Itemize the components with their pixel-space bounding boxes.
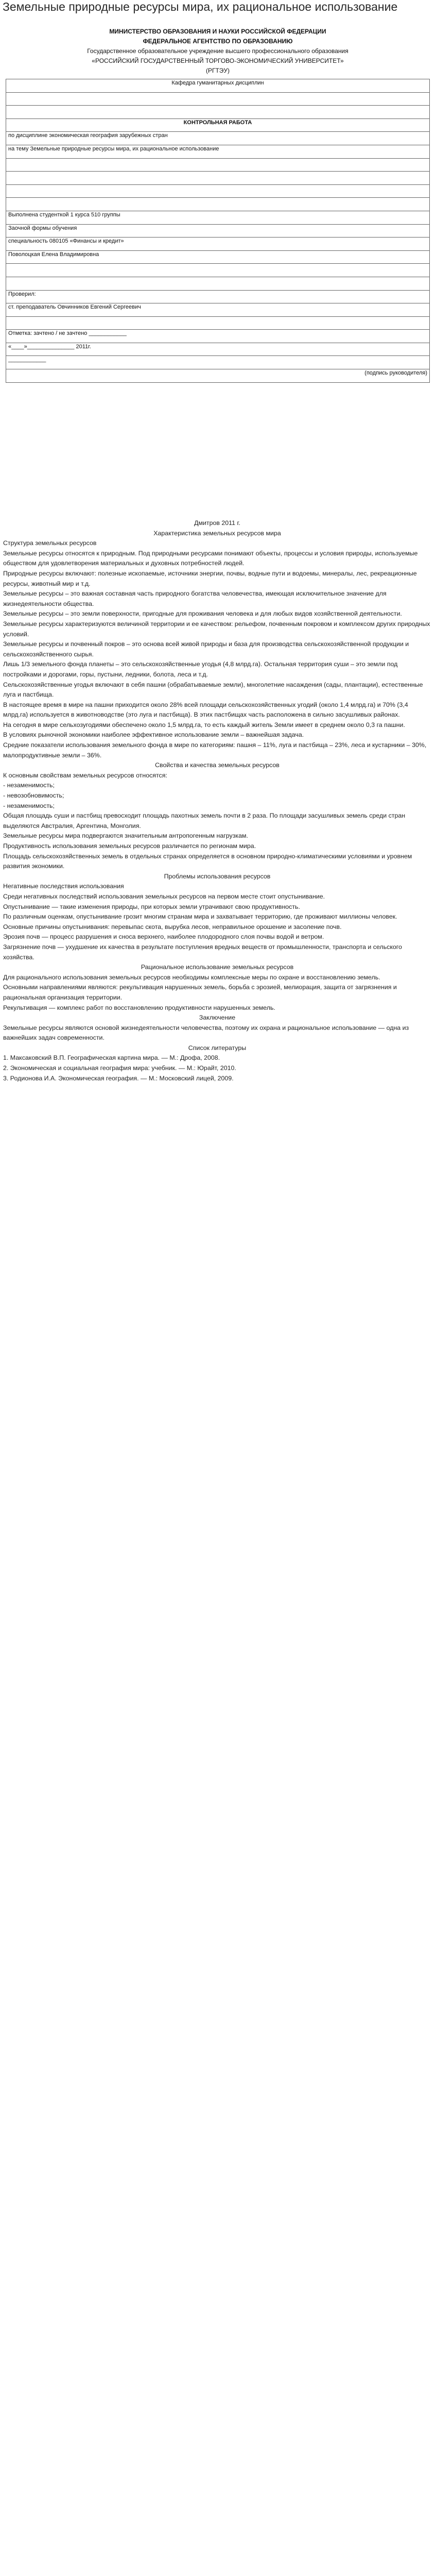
paragraph: Земельные ресурсы относятся к природным. Под природными ресурсами понимают объекты, процессы и условия природы, используемые обществом для удовлетворения материальных и духовных потребностей людей. (3, 549, 418, 567)
paragraph: Земельные ресурсы – это важная составная часть природного богатства человечества, имеющая исключительное значение для жизнедеятельности общества. (3, 590, 387, 607)
document-title: Земельные природные ресурсы мира, их рациональное использование (3, 0, 398, 13)
cover-table (6, 79, 430, 383)
paragraph: Продуктивность использования земельных ресурсов различается по регионам мира. (3, 842, 256, 850)
agency-line: ФЕДЕРАЛЬНОЕ АГЕНТСТВО ПО ОБРАЗОВАНИЮ (143, 38, 293, 45)
paragraph: Природные ресурсы включают: полезные ископаемые, источники энергии, почвы, водные пути и водоемы, минералы, лес, рекреационные ресурсы, животный мир и т.д. (3, 569, 417, 587)
paragraph: По различным оценкам, опустынивание грозит многим странам мира и захватывает территорию, где проживают миллионы человек. (3, 913, 397, 921)
university-abbr: (РГТЭУ) (205, 67, 230, 74)
paragraph: В условиях рыночной экономики наиболее эффективное использование земли – важнейшая задача. (3, 731, 304, 739)
paragraph: Лишь 1/3 земельного фонда планеты – это сельскохозяйственные угодья (4,8 млрд.га). Остальная территория суши – это земли под постройками и дорогами, горы, пустыни, ледники, болота, леса и т.д. (3, 660, 398, 678)
sign-line: ____________ (6, 356, 430, 369)
section-heading: Рациональное использование земельных ресурсов (141, 963, 294, 971)
paragraph: Среди негативных последствий использования земельных ресурсов на первом месте стоит опустынивание. (3, 892, 325, 900)
section-heading: Характеристика земельных ресурсов мира (153, 529, 281, 537)
title-page (2, 27, 434, 520)
paragraph: Негативные последствия использования (3, 883, 124, 890)
review-date: «____»_______________ 2011г. (6, 343, 430, 356)
student-info: Выполнена студенткой 1 курса 510 группы (6, 211, 430, 224)
paragraph: В настоящее время в мире на пашни приходится около 28% всей площади сельскохозяйственных угодий (около 1,4 млрд.га) и 70% (3,4 млрд.га) используется в животноводстве (это луга и пастбища). В этих пастбищах часть расположена в сильно засушливых районах. (3, 701, 408, 719)
paragraph: Рекультивация — комплекс работ по восстановлению продуктивности нарушенных земель. (3, 1004, 275, 1011)
discipline: по дисциплине экономическая география зарубежных стран (6, 132, 430, 145)
paragraph: 3. Родионова И.А. Экономическая география. — М.: Московский лицей, 2009. (3, 1074, 234, 1082)
department: Кафедра гуманитарных дисциплин (6, 79, 430, 93)
section-heading: Проблемы использования ресурсов (164, 872, 271, 880)
paragraph: 1. Максаковский В.П. Географическая картина мира. — М.: Дрофа, 2008. (3, 1054, 220, 1062)
work-type: КОНТРОЛЬНАЯ РАБОТА (6, 118, 430, 132)
paragraph: Сельскохозяйственные угодья включают в себя пашни (обрабатываемые земли), многолетние насаждения (сады, плантации), естественные луга и пастбища. (3, 681, 423, 699)
paragraph: Структура земельных ресурсов (3, 539, 97, 547)
checked-label: Проверил: (6, 290, 430, 303)
paragraph: Загрязнение почв — ухудшение их качества в результате поступления вредных веществ от промышленности, транспорта и сельского хозяйства. (3, 943, 402, 961)
section-heading: Заключение (199, 1014, 236, 1022)
university-line: «РОССИЙСКИЙ ГОСУДАРСТВЕННЫЙ ТОРГОВО-ЭКОНОМИЧЕСКИЙ УНИВЕРСИТЕТ» (92, 57, 344, 64)
paragraph: - незаменимость; (3, 802, 55, 809)
paragraph: Опустынивание — такие изменения природы, при которых земли утрачивают свою продуктивность. (3, 903, 300, 910)
paragraph: Эрозия почв — процесс разрушения и сноса верхнего, наиболее плодородного слоя почвы водой и ветром. (3, 933, 324, 941)
document-body (3, 518, 431, 2576)
paragraph: Средние показатели использования земельного фонда в мире по категориям: пашня – 11%, луга и пастбища – 23%, леса и кустарники – 30%, малопродуктивные земли – 36%. (3, 741, 427, 759)
paragraph: Земельные ресурсы являются основой жизнедеятельности человечества, поэтому их охрана и рациональное использование — одна из важнейших задач современности. (3, 1024, 409, 1042)
paragraph: 2. Экономическая и социальная география мира: учебник. — М.: Юрайт, 2010. (3, 1064, 236, 1072)
paragraph: - невозобновимость; (3, 792, 64, 800)
teacher-name: ст. преподаватель Овчинников Евгений Сергеевич (6, 303, 430, 317)
paragraph: На сегодня в мире сельхозугодиями обеспечено около 1,5 млрд.га, то есть каждый житель Земли имеет в среднем около 0,3 га пашни. (3, 721, 405, 728)
section-heading: Дмитров 2011 г. (194, 519, 240, 527)
paragraph: Земельные ресурсы и почвенный покров – это основа всей живой природы и база для производства сельскохозяйственной продукции и сельскохозяйственного сырья. (3, 640, 409, 658)
paragraph: Общая площадь суши и пастбищ превосходит площадь пахотных земель почти в 2 раза. По площади засушливых земель среди стран выделяются Австралия, Аргентина, Монголия. (3, 812, 406, 829)
section-heading: Список литературы (188, 1044, 247, 1052)
paragraph: Для рационального использования земельных ресурсов необходимы комплексные меры по охране и восстановлению земель. (3, 973, 380, 981)
reviewed-mark: Отметка: зачтено / не зачтено ____________ (6, 330, 430, 343)
institution-line: Государственное образовательное учреждение высшего профессионального образования (87, 47, 348, 55)
paragraph: Земельные ресурсы – это земли поверхности, пригодные для проживания человека и для любых видов хозяйственной деятельности. Земельные ресурсы характеризуются величиной территории и ее качеством: рельефом, почвенным покровом и комплексом других природных условий. (3, 610, 430, 638)
paragraph: - незаменимость; (3, 782, 55, 789)
paragraph: К основным свойствам земельных ресурсов относятся: (3, 771, 167, 779)
paragraph: Площадь сельскохозяйственных земель в отдельных странах определяется в основном природно-климатическими условиями и уровнем развития экономики. (3, 852, 412, 870)
paragraph: Земельные ресурсы мира подвергаются значительным антропогенным нагрузкам. (3, 832, 248, 840)
paragraph: Основные причины опустынивания: перевыпас скота, вырубка лесов, неправильное орошение и засоление почв. (3, 923, 342, 930)
study-form: Заочной формы обучения (6, 224, 430, 238)
signature-label: (подпись руководителя) (6, 369, 430, 383)
student-name: Поволоцкая Елена Владимировна (6, 250, 430, 264)
paragraph: Основными направлениями являются: рекультивация нарушенных земель, борьба с эрозией, мелиорация, защита от загрязнения и рациональная организация территории. (3, 984, 397, 1001)
specialty: специальность 080105 «Финансы и кредит» (6, 238, 430, 251)
section-heading: Свойства и качества земельных ресурсов (155, 761, 280, 769)
ministry-line: МИНИСТЕРСТВО ОБРАЗОВАНИЯ И НАУКИ РОССИЙСКОЙ ФЕДЕРАЦИИ (109, 28, 326, 35)
topic: на тему Земельные природные ресурсы мира, их рациональное использование (6, 145, 430, 158)
